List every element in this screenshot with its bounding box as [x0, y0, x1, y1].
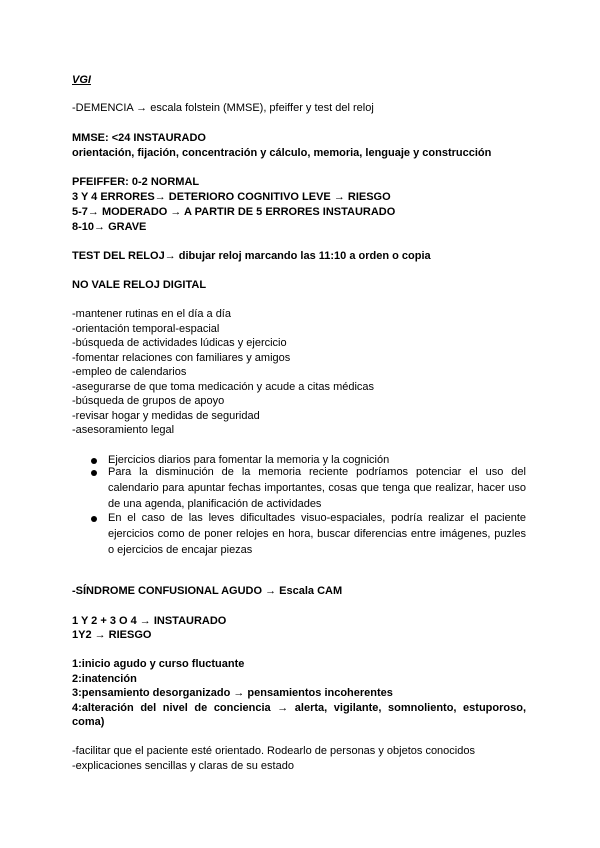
- accion-item: -búsqueda de grupos de apoyo: [72, 395, 225, 407]
- pfeiffer-line: PFEIFFER: 0-2 NORMAL: [72, 176, 200, 188]
- accion-item: -asesoramiento legal: [72, 424, 175, 436]
- pfeiffer-line: 5-7→ MODERADO → A PARTIR DE 5 ERRORES INSTAURADO: [72, 206, 396, 218]
- sca-accion: -explicaciones sencillas y claras de su estado: [72, 760, 294, 772]
- bullet-item: Ejercicios diarios para fomentar la memoria y la cognición: [108, 454, 390, 466]
- cam-item: 3:pensamiento desorganizado → pensamientos incoherentes: [72, 687, 393, 699]
- accion-item: -empleo de calendarios: [72, 366, 187, 378]
- bullet-item: Para la disminución de la memoria reciente podríamos potenciar el uso del calendario para apuntar fechas importantes, cosas que tenga que realizar, hacer uso de una agenda, planificación de actividades: [108, 466, 526, 510]
- sca-heading: -SÍNDROME CONFUSIONAL AGUDO → Escala CAM: [72, 585, 343, 597]
- sca-accion: -facilitar que el paciente esté orientado. Rodearlo de personas y objetos conocidos: [72, 745, 475, 757]
- document-title: VGI: [72, 74, 91, 86]
- no-vale-reloj-digital: NO VALE RELOJ DIGITAL: [72, 279, 207, 291]
- test-reloj-line: TEST DEL RELOJ→ dibujar reloj marcando las 11:10 a orden o copia: [72, 250, 431, 262]
- cam-item: 1:inicio agudo y curso fluctuante: [72, 658, 245, 670]
- cam-item: 2:inatención: [72, 673, 137, 685]
- accion-item: -búsqueda de actividades lúdicas y ejercicio: [72, 337, 287, 349]
- cam-criterio: 1 Y 2 + 3 O 4 → INSTAURADO: [72, 615, 227, 627]
- pfeiffer-line: 8-10→ GRAVE: [72, 221, 147, 233]
- cam-item: 4:alteración del nivel de conciencia → alerta, vigilante, somnoliento, estuporoso, coma): [72, 702, 526, 728]
- bullet-icon: [91, 458, 97, 464]
- bullet-item: En el caso de las leves dificultades visuo-espaciales, podría realizar el paciente ejercicios como de poner relojes en hora, buscar diferencias entre imágenes, puzles o ejercicios de encajar piezas: [108, 512, 526, 556]
- accion-item: -orientación temporal-espacial: [72, 323, 220, 335]
- accion-item: -fomentar relaciones con familiares y amigos: [72, 352, 291, 364]
- mmse-line-1: MMSE: <24 INSTAURADO: [72, 132, 206, 144]
- pfeiffer-line: 3 Y 4 ERRORES→ DETERIORO COGNITIVO LEVE → RIESGO: [72, 191, 391, 203]
- cam-criterio: 1Y2 → RIESGO: [72, 629, 152, 641]
- accion-item: -mantener rutinas en el día a día: [72, 308, 231, 320]
- demencia-heading: -DEMENCIA → escala folstein (MMSE), pfeiffer y test del reloj: [72, 102, 374, 114]
- mmse-line-2: orientación, fijación, concentración y cálculo, memoria, lenguaje y construcción: [72, 147, 492, 159]
- bullet-icon: [91, 470, 97, 476]
- accion-item: -revisar hogar y medidas de seguridad: [72, 410, 260, 422]
- bullet-icon: [91, 516, 97, 522]
- accion-item: -asegurarse de que toma medicación y acude a citas médicas: [72, 381, 375, 393]
